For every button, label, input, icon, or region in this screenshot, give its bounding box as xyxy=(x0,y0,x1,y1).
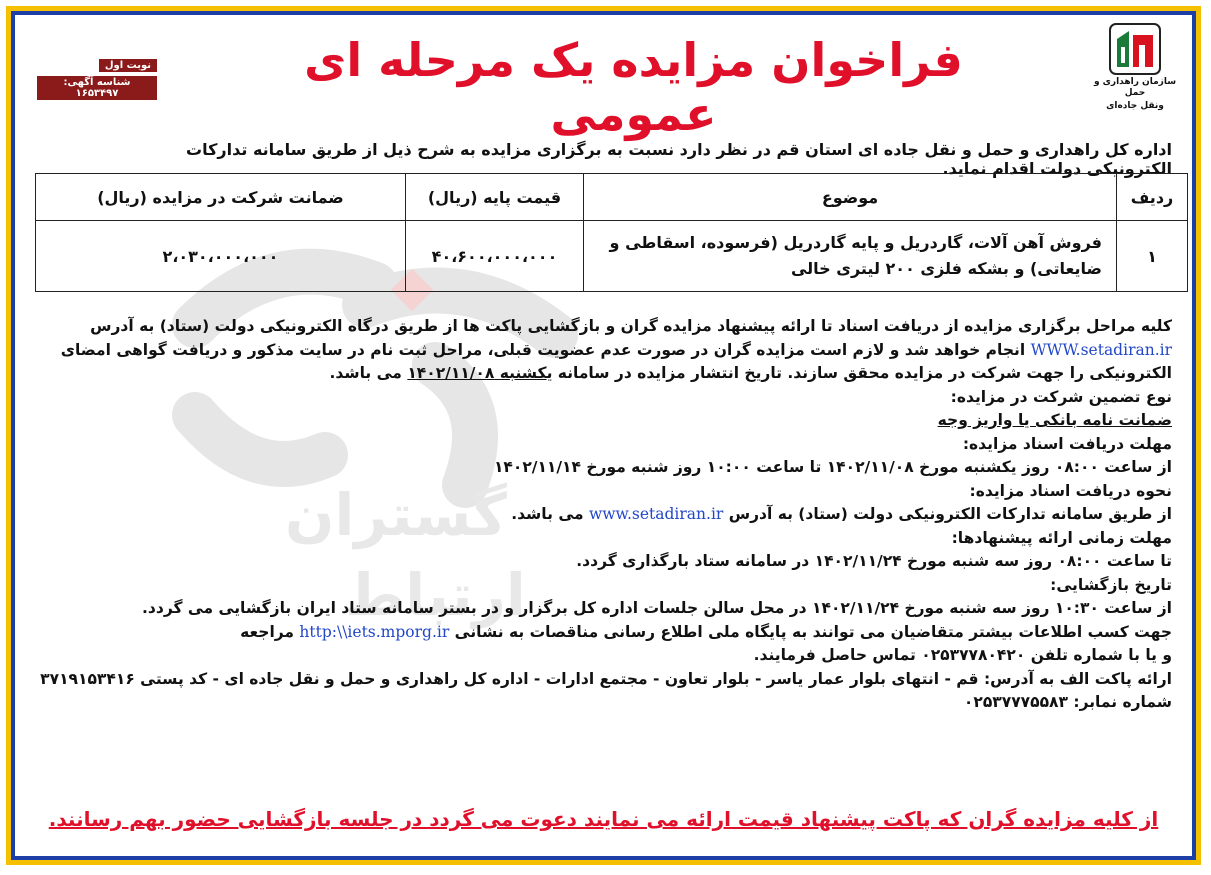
col-header-base-price: قیمت پایه (ریال) xyxy=(406,174,584,221)
doc-method xyxy=(37,503,1172,527)
cell-subject-line2: ضایعاتی) و بشکه فلزی ۲۰۰ لیتری خالی xyxy=(790,259,1102,278)
body-p1-text-b: انجام خواهد شد و لازم است مزایده گران در صورت عدم عضویت قبلی، مراحل ثبت نام در سایت مذکور و دریافت گواهی امضای الکترونیکی xyxy=(60,340,1172,382)
guarantee-type-value: ضمانت نامه بانکی یا واریز وجه xyxy=(937,411,1172,429)
footer-invitation: از کلیه مزایده گران که پاکت پیشنهاد قیمت ارائه می نمایند دعوت می گردد در جلسه بازگشایی حضور بهم رسانند. xyxy=(48,807,1159,831)
body-p1 xyxy=(37,315,1172,386)
table-row xyxy=(36,221,1188,292)
body-p1-text-d: می باشد. xyxy=(329,364,402,382)
cell-subject-line1: فروش آهن آلات، گاردریل و پایه گاردریل (فرسوده، اسقاطی و xyxy=(609,233,1102,252)
doc-method-label: نحوه دریافت اسناد مزایده: xyxy=(969,481,1172,500)
info-text-a: جهت کسب اطلاعات بیشتر متقاضیان می توانند به پایگاه ملی اطلاع رسانی مناقصات به نشانی xyxy=(454,622,1172,641)
cell-subject xyxy=(584,221,1117,292)
notice-round-badge: نوبت اول xyxy=(99,59,157,72)
body-p1-text-a: کلیه مراحل برگزاری مزایده از دریافت اسناد تا ارائه پیشنهاد مزایده گران و بازگشایی پاکت ها از طریق درگاه الکترونیکی دولت (ستاد) به آدرس xyxy=(90,317,1172,335)
info-text-b: مراجعه xyxy=(240,622,294,641)
opening-value: از ساعت ۱۰:۳۰ روز سه شنبه مورخ ۱۴۰۲/۱۱/۲۴ در محل سالن جلسات اداره کل برگزار و در بستر سامانه ستاد ایران بازگشایی می گردد. xyxy=(142,599,1172,617)
doc-method-text-a: از طریق سامانه تدارکات الکترونیکی دولت (ستاد) به آدرس xyxy=(728,505,1172,523)
submit-deadline-value: تا ساعت ۰۸:۰۰ روز سه شنبه مورخ ۱۴۰۲/۱۱/۲۴ در سامانه ستاد بارگذاری گردد. xyxy=(576,552,1172,570)
fax-line: شماره نمابر: ۰۲۵۳۷۷۷۵۵۸۳ xyxy=(963,693,1172,711)
svg-text:گستران: گستران xyxy=(285,481,507,549)
page-frame-yellow xyxy=(6,6,1201,865)
guarantee-type-label: نوع تضمین شرکت در مزایده: xyxy=(950,387,1172,406)
page-sheet xyxy=(15,15,1192,856)
setadiran-link-2[interactable]: www.setadiran.ir xyxy=(589,505,724,523)
intro-paragraph: اداره کل راهداری و حمل و نقل جاده ای استان قم در نظر دارد نسبت به برگزاری مزایده به شرح ذیل از طریق سامانه تدارکات الکترونیکی دولت اقدام نماید. xyxy=(186,140,1172,178)
svg-text:ارتباط: ارتباط xyxy=(345,561,526,629)
doc-deadline-value: از ساعت ۰۸:۰۰ روز یکشنبه مورخ ۱۴۰۲/۱۱/۰۸ تا ساعت ۱۰:۰۰ روز شنبه مورخ ۱۴۰۲/۱۱/۱۴ xyxy=(493,458,1172,476)
opening-label: تاریخ بازگشایی: xyxy=(1050,575,1172,594)
setadiran-link[interactable]: WWW.setadiran.ir xyxy=(1030,340,1172,359)
org-name-line2: ونقل جاده‌ای xyxy=(1106,101,1164,111)
auction-items-table xyxy=(35,173,1188,292)
body-p1-text-c: را جهت شرکت در مزایده محقق سازند. تاریخ انتشار مزایده در سامانه xyxy=(557,364,1084,382)
notice-box xyxy=(37,53,157,100)
publish-date: یکشنبه ۱۴۰۲/۱۱/۰۸ xyxy=(407,364,553,382)
page-frame-blue xyxy=(11,11,1196,860)
iets-link[interactable]: http:\\iets.mporg.ir xyxy=(299,622,450,641)
cell-guarantee: ۲،۰۳۰،۰۰۰،۰۰۰ xyxy=(36,221,406,292)
org-logo xyxy=(1090,23,1180,112)
submit-deadline-label: مهلت زمانی ارائه پیشنهادها: xyxy=(951,528,1172,547)
col-header-guarantee: ضمانت شرکت در مزایده (ریال) xyxy=(36,174,406,221)
col-header-row: ردیف xyxy=(1117,174,1188,221)
page-title: فراخوان مزایده یک مرحله ای عمومی xyxy=(304,33,963,141)
header xyxy=(15,15,1192,141)
info-phone: و یا با شماره تلفن ۰۲۵۳۷۷۸۰۴۲۰ تماس حاصل فرمایند. xyxy=(753,646,1172,664)
body-text xyxy=(37,315,1172,715)
table-header-row xyxy=(36,174,1188,221)
doc-deadline-label: مهلت دریافت اسناد مزایده: xyxy=(962,434,1172,453)
cell-base-price: ۴۰،۶۰۰،۰۰۰،۰۰۰ xyxy=(406,221,584,292)
notice-id-badge: شناسه آگهی: ۱۶۵۳۴۹۷ xyxy=(37,76,157,100)
doc-method-text-b: می باشد. xyxy=(511,505,584,523)
org-name-line1: سازمان راهداری و حمل xyxy=(1093,77,1177,98)
cell-row-number: ۱ xyxy=(1117,221,1188,292)
address-line: ارائه پاکت الف به آدرس: قم - انتهای بلوار عمار یاسر - بلوار تعاون - مجتمع ادارات - اداره کل راهداری و حمل و نقل جاده ای - کد پستی ۳۷۱۹۱۵۳۴۱۶ xyxy=(40,669,1172,688)
info-line xyxy=(37,621,1172,645)
rmto-logo-icon xyxy=(1109,23,1161,75)
col-header-subject: موضوع xyxy=(584,174,1117,221)
